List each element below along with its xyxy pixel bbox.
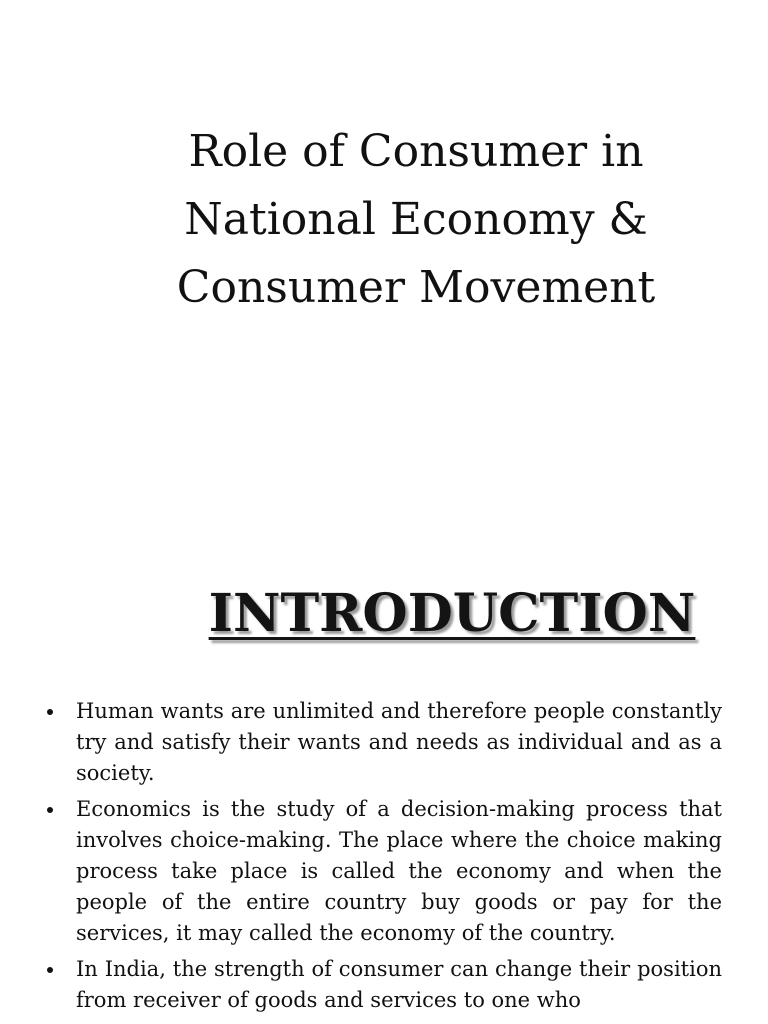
list-item-text: Human wants are unlimited and therefore people constantly try and satisfy their wants and needs as individual and as a society. bbox=[76, 699, 722, 785]
list-item-text: In India, the strength of consumer can change their position from receiver of goods and services to one who bbox=[76, 957, 722, 1012]
list-item bbox=[40, 954, 722, 1016]
title-line-2: National Economy & bbox=[184, 194, 648, 245]
title-line-1: Role of Consumer in bbox=[188, 126, 644, 177]
title-line-3: Consumer Movement bbox=[176, 262, 656, 313]
list-item bbox=[40, 794, 722, 949]
bullet-list bbox=[40, 696, 722, 1021]
bullet-icon bbox=[47, 967, 53, 973]
document-title bbox=[120, 118, 712, 322]
list-item bbox=[40, 696, 722, 789]
bullet-icon bbox=[47, 709, 53, 715]
section-heading: INTRODUCTION bbox=[208, 583, 696, 644]
bullet-icon bbox=[47, 807, 53, 813]
list-item-text: Economics is the study of a decision-making process that involves choice-making. The place where the choice making process take place is called the economy and when the people of the entire country buy goods or pay for the services, it may called the economy of the country. bbox=[76, 797, 722, 945]
